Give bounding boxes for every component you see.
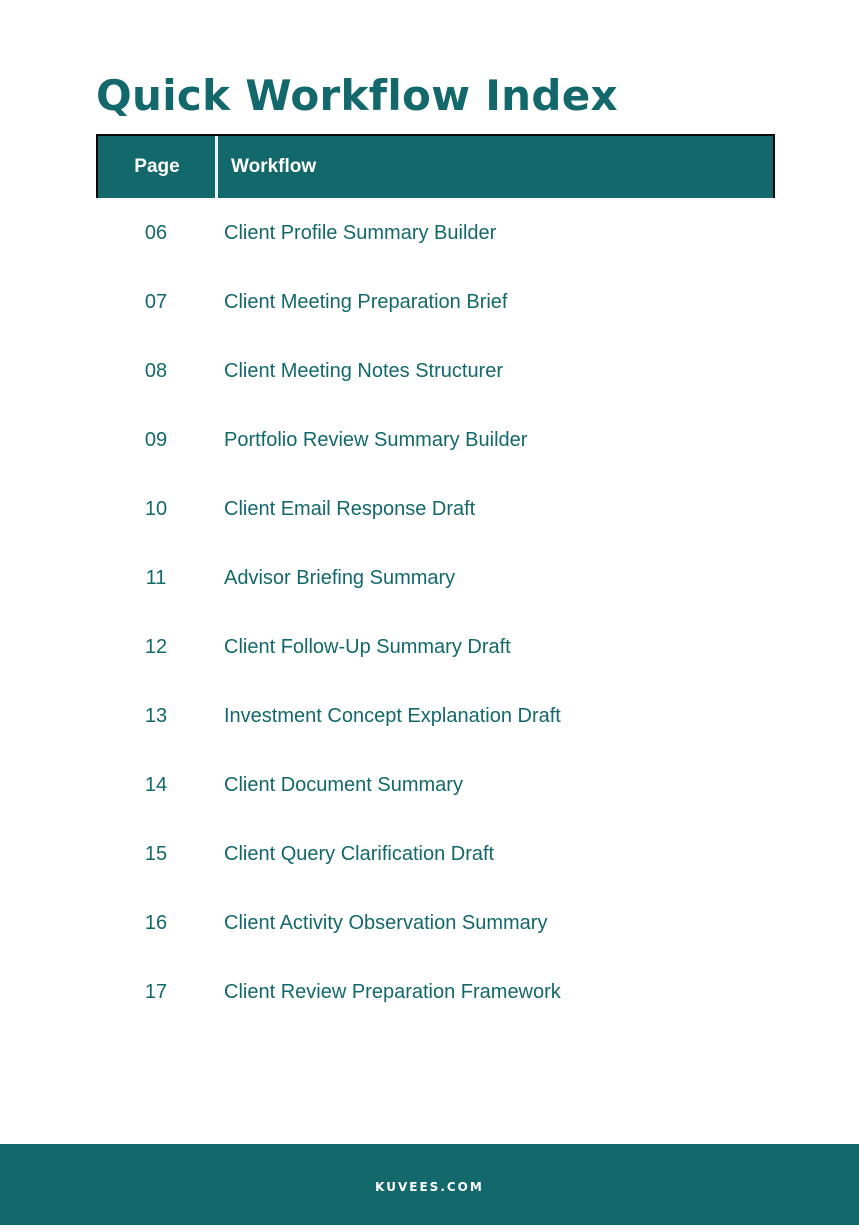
table-row (96, 751, 775, 820)
page-number-cell: 11 (145, 567, 167, 589)
table-row (96, 682, 775, 751)
page-number-cell: 15 (144, 843, 168, 865)
page-number-cell: 09 (144, 429, 168, 451)
workflow-name-cell: Investment Concept Explanation Draft (224, 705, 561, 727)
page-number-cell: 13 (144, 705, 168, 727)
table-body (96, 199, 775, 1027)
table-row (96, 958, 775, 1027)
table-row (96, 820, 775, 889)
workflow-index-table (96, 134, 775, 1003)
page-number-cell: 08 (144, 360, 168, 382)
table-row (96, 889, 775, 958)
workflow-name-cell: Portfolio Review Summary Builder (224, 429, 528, 451)
workflow-name-cell: Client Profile Summary Builder (224, 222, 497, 244)
table-row (96, 475, 775, 544)
table-row (96, 613, 775, 682)
footer-website: KUVEES.COM (375, 1180, 484, 1194)
column-header-page: Page (134, 156, 180, 177)
page-number-cell: 10 (144, 498, 168, 520)
page-number-cell: 12 (144, 636, 168, 658)
workflow-name-cell: Client Document Summary (224, 774, 463, 796)
workflow-name-cell: Client Review Preparation Framework (224, 981, 561, 1003)
workflow-name-cell: Client Email Response Draft (224, 498, 476, 520)
page-number-cell: 06 (144, 222, 168, 244)
workflow-name-cell: Client Meeting Preparation Brief (224, 291, 508, 313)
page-number-cell: 17 (144, 981, 168, 1003)
workflow-name-cell: Client Activity Observation Summary (224, 912, 548, 934)
table-row (96, 199, 775, 268)
workflow-name-cell: Client Query Clarification Draft (224, 843, 495, 865)
table-row (96, 544, 775, 613)
page-number-cell: 16 (144, 912, 168, 934)
column-header-workflow: Workflow (231, 156, 317, 177)
page-number-cell: 14 (144, 774, 168, 796)
footer-bar (0, 1144, 859, 1225)
page-number-cell: 07 (144, 291, 168, 313)
workflow-name-cell: Client Follow-Up Summary Draft (224, 636, 511, 658)
page-title: Quick Workflow Index (96, 71, 618, 120)
table-row (96, 268, 775, 337)
workflow-name-cell: Advisor Briefing Summary (224, 567, 456, 589)
header-divider (215, 136, 218, 198)
table-header (96, 134, 775, 198)
workflow-name-cell: Client Meeting Notes Structurer (224, 360, 504, 382)
table-row (96, 337, 775, 406)
table-row (96, 406, 775, 475)
